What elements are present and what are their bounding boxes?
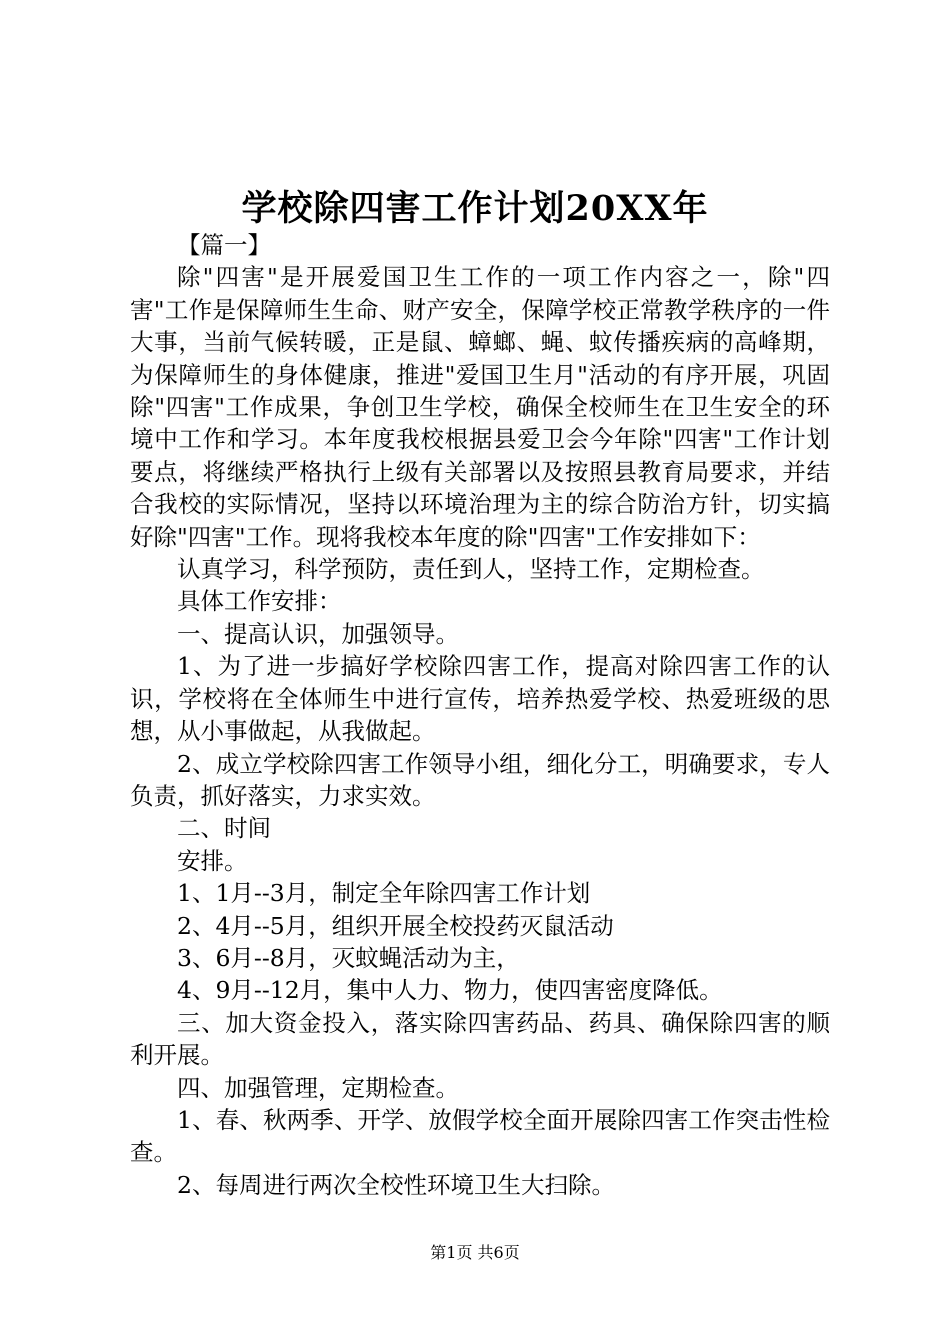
paragraph-section-four: 四、加强管理，定期检查。: [177, 1073, 459, 1102]
paragraph-schedule-3: 3、6月--8月，灭蚊蝇活动为主，: [177, 943, 520, 972]
paragraph-item-4-2: 2、每周进行两次全校性环境卫生大扫除。: [177, 1170, 615, 1199]
paragraph-item-1-2: 2、成立学校除四害工作领导小组，细化分工，明确要求，专人负责，抓好落实，力求实效。: [130, 749, 830, 810]
paragraph-section-two-cont: 安排。: [177, 846, 248, 875]
paragraph-item-1-1: 1、为了进一步搞好学校除四害工作，提高对除四害工作的认识，学校将在全体师生中进行宣传，培养热爱学校、热爱班级的思想，从小事做起，从我做起。: [130, 652, 830, 746]
paragraph-schedule-4: 4、9月--12月，集中人力、物力，使四害密度降低。: [177, 976, 723, 1005]
paragraph-intro: 除"四害"是开展爱国卫生工作的一项工作内容之一，除"四害"工作是保障师生生命、财产安全，保障学校正常教学秩序的一件大事，当前气候转暖，正是鼠、蟑螂、蝇、蚊传播疾病的高峰期，为保障师生的身体健康，推进"爱国卫生月"活动的有序开展，巩固除"四害"工作成果，争创卫生学校，确保全校师生在卫生安全的环境中工作和学习。本年度我校根据县爱卫会今年除"四害"工作计划要点，将继续严格执行上级有关部署以及按照县教育局要求，并结合我校的实际情况，坚持以环境治理为主的综合防治方针，切实搞好除"四害"工作。现将我校本年度的除"四害"工作安排如下：: [130, 263, 830, 551]
document-body: [130, 229, 830, 1201]
paragraph-schedule-2: 2、4月--5月，组织开展全校投药灭鼠活动: [177, 911, 614, 940]
paragraph-arrangement-heading: 具体工作安排：: [177, 587, 342, 616]
paragraph-section-two: 二、时间: [177, 814, 271, 843]
page-indicator: 第1页 共6页: [430, 1243, 520, 1262]
document-title: 学校除四害工作计划20XX年: [241, 188, 709, 229]
paragraph-principle: 认真学习，科学预防，责任到人，坚持工作，定期检查。: [177, 555, 765, 584]
section-label: 【篇一】: [177, 231, 271, 259]
paragraph-section-three: 三、加大资金投入，落实除四害药品、药具、确保除四害的顺利开展。: [130, 1008, 830, 1070]
paragraph-item-4-1: 1、春、秋两季、开学、放假学校全面开展除四害工作突击性检查。: [130, 1105, 830, 1167]
paragraph-section-one: 一、提高认识，加强领导。: [177, 619, 459, 648]
paragraph-schedule-1: 1、1月--3月，制定全年除四害工作计划: [177, 879, 591, 908]
